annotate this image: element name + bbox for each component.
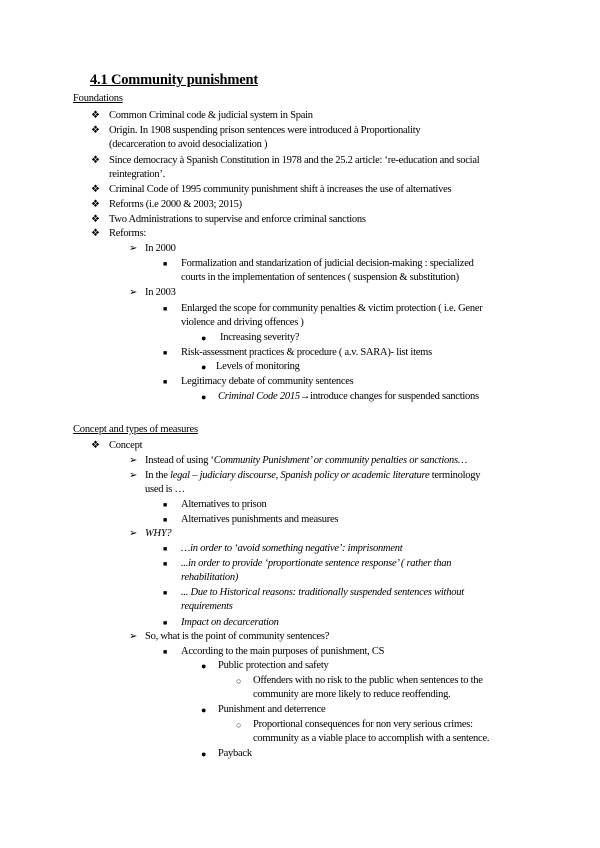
diamond-bullet-icon: ❖ [91, 125, 100, 136]
arrow-bullet-icon: ➢ [129, 243, 138, 254]
dot-bullet-icon: ● [201, 749, 207, 759]
diamond-bullet-icon: ❖ [91, 199, 100, 210]
list-item: Legitimacy debate of community sentences [181, 376, 354, 387]
concept-heading: Concept and types of measures [73, 424, 198, 435]
circle-bullet-icon: ○ [236, 676, 242, 686]
arrow-bullet-icon: ➢ [129, 528, 138, 539]
list-item: In 2000 [145, 243, 176, 254]
arrow-bullet-icon: ➢ [129, 631, 138, 642]
diamond-bullet-icon: ❖ [91, 214, 100, 225]
text-run-italic: Community Punishment’ or community penalties or sanctions… [213, 455, 467, 466]
list-item-continuation: community are more likely to reduce reoffending. [253, 689, 451, 700]
text-run: terminology [429, 470, 481, 481]
list-item: Two Administrations to supervise and enforce criminal sanctions [109, 214, 366, 225]
list-item-continuation: requirements [181, 601, 233, 612]
list-item: Levels of monitoring [216, 361, 300, 372]
list-item-continuation: violence and driving offences ) [181, 317, 304, 328]
arrow-bullet-icon: ➢ [129, 470, 138, 481]
list-item-continuation: community as a viable place to accomplish with a sentence. [253, 733, 490, 744]
list-item: ...in order to provide ‘proportionate sentence response’ ( rather than [181, 558, 452, 569]
list-item: So, what is the point of community sentences? [145, 631, 330, 642]
list-item: Impact on decarceration [181, 617, 279, 628]
diamond-bullet-icon: ❖ [91, 228, 100, 239]
page-title: 4.1 Community punishment [90, 72, 259, 88]
diamond-bullet-icon: ❖ [91, 440, 100, 451]
list-item-continuation: used is … [145, 484, 185, 495]
square-bullet-icon: ■ [163, 619, 168, 627]
list-item: Reforms (i.e 2000 & 2003; 2015) [109, 199, 242, 210]
foundations-heading: Foundations [73, 93, 123, 104]
square-bullet-icon: ■ [163, 560, 168, 568]
square-bullet-icon: ■ [163, 260, 168, 268]
list-item-continuation: (decarceration to avoid desocialization ) [109, 139, 268, 150]
list-item: Public protection and safety [218, 660, 329, 671]
list-item: Since democracy à Spanish Constitution in 1978 and the 25.2 article: ‘re-education and social [109, 155, 480, 166]
text-run-italic: legal – judiciary discourse, Spanish policy or academic literature [170, 470, 430, 481]
diamond-bullet-icon: ❖ [91, 184, 100, 195]
list-item: Reforms: [109, 228, 147, 239]
list-item: …in order to ‘avoid something negative’: imprisonment [181, 543, 403, 554]
dot-bullet-icon: ● [201, 362, 207, 372]
list-item: Risk-assessment practices & procedure ( a.v. SARA)- list items [181, 347, 432, 358]
list-item: In 2003 [145, 287, 176, 298]
square-bullet-icon: ■ [163, 305, 168, 313]
arrow-bullet-icon: ➢ [129, 455, 138, 466]
list-item: Punishment and deterrence [218, 704, 326, 715]
text-run: Instead of using ‘ [145, 455, 214, 466]
list-item: Payback [218, 748, 252, 759]
dot-bullet-icon: ● [201, 333, 207, 343]
list-item: Common Criminal code & judicial system in Spain [109, 110, 313, 121]
list-item [145, 454, 467, 469]
list-item: Offenders with no risk to the public when sentences to the [253, 675, 483, 686]
dot-bullet-icon: ● [201, 705, 207, 715]
list-item: Origin. In 1908 suspending prison sentences were introduced à Proportionality [109, 125, 421, 136]
square-bullet-icon: ■ [163, 501, 168, 509]
dot-bullet-icon: ● [201, 661, 207, 671]
list-item: Enlarged the scope for community penalties & victim protection ( i.e. Gener [181, 303, 483, 314]
list-item: Alternatives to prison [181, 499, 267, 510]
list-item: Proportional consequences for non very serious crimes: [253, 719, 473, 730]
square-bullet-icon: ■ [163, 589, 168, 597]
dot-bullet-icon: ● [201, 392, 207, 402]
list-item [145, 469, 480, 484]
square-bullet-icon: ■ [163, 648, 168, 656]
arrow-bullet-icon: ➢ [129, 287, 138, 298]
square-bullet-icon: ■ [163, 545, 168, 553]
list-item: ... Due to Historical reasons: traditionally suspended sentences without [181, 587, 464, 598]
list-item: WHY? [145, 528, 172, 539]
diamond-bullet-icon: ❖ [91, 155, 100, 166]
square-bullet-icon: ■ [163, 378, 168, 386]
list-item-continuation: courts in the implementation of sentences ( suspension & substitution) [181, 272, 459, 283]
square-bullet-icon: ■ [163, 349, 168, 357]
list-item: According to the main purposes of punishment, CS [181, 646, 385, 657]
diamond-bullet-icon: ❖ [91, 110, 100, 121]
list-item: Concept [109, 440, 143, 451]
square-bullet-icon: ■ [163, 516, 168, 524]
criminal-code-2015-note: →introduce changes for suspended sanctions [299, 391, 479, 402]
list-item: Increasing severity? [220, 332, 300, 343]
list-item: Alternatives punishments and measures [181, 514, 339, 525]
circle-bullet-icon: ○ [236, 720, 242, 730]
list-item [218, 390, 479, 405]
list-item: Criminal Code of 1995 community punishment shift à increases the use of alternatives [109, 184, 452, 195]
list-item-continuation: reintegration’. [109, 169, 166, 180]
criminal-code-2015: Criminal Code 2015 [218, 391, 300, 402]
list-item: Formalization and standarization of judicial decision-making : specialized [181, 258, 474, 269]
list-item-continuation: rehabilitation) [181, 572, 239, 583]
text-run: In the [145, 470, 171, 481]
